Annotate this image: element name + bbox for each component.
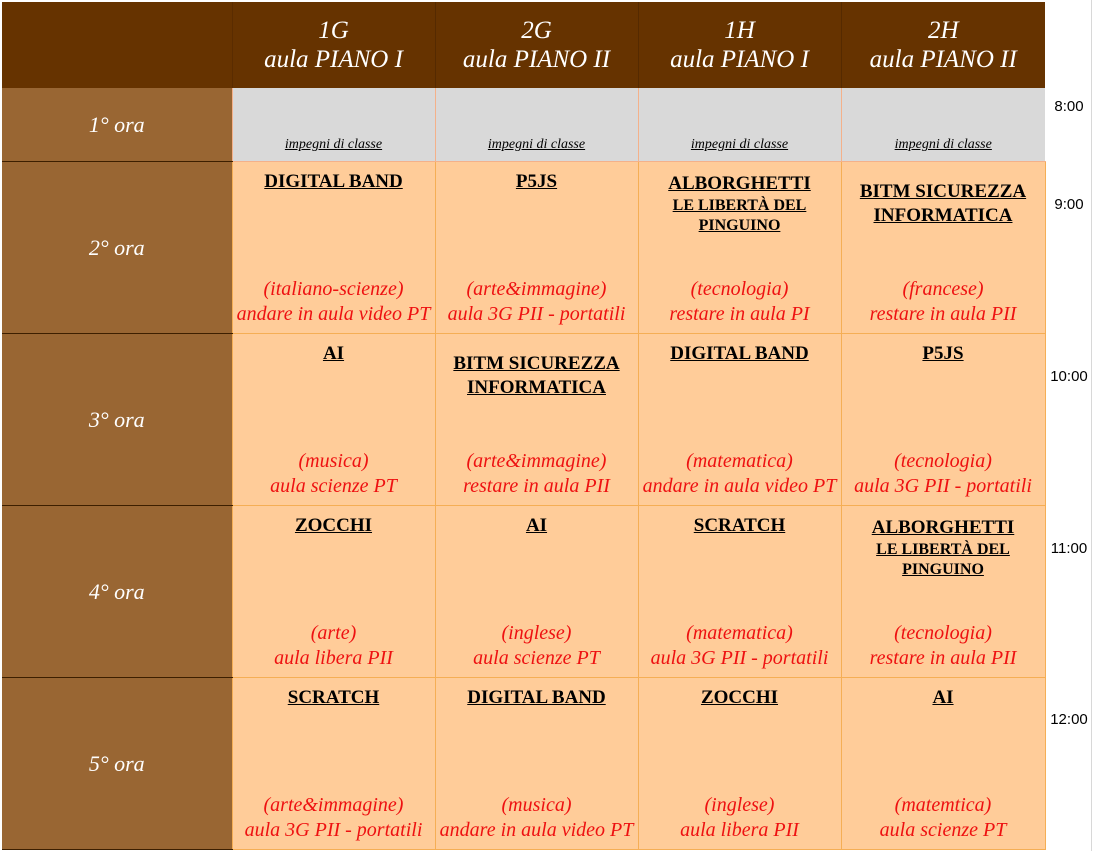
schedule-cell bbox=[841, 506, 1045, 678]
corner-cell bbox=[2, 2, 232, 88]
course-title: AI bbox=[322, 343, 345, 365]
schedule-cell bbox=[638, 678, 841, 850]
subject: (arte&immagine) bbox=[263, 794, 404, 816]
course-title: DIGITAL BAND bbox=[264, 171, 403, 193]
period-row-2 bbox=[2, 162, 1045, 334]
time-label-12: 12:00 bbox=[1050, 711, 1088, 728]
subject: (matematica) bbox=[686, 450, 793, 473]
time-label-10: 10:00 bbox=[1050, 368, 1088, 385]
course-title: BITM SICUREZZA INFORMATICA bbox=[859, 181, 1027, 227]
period-row-4 bbox=[2, 506, 1045, 678]
schedule-cell bbox=[841, 162, 1045, 334]
period-row-5 bbox=[2, 678, 1045, 850]
class-name: 2G bbox=[521, 17, 552, 45]
room-instruction: aula libera PII bbox=[274, 647, 393, 670]
schedule-cell bbox=[435, 506, 638, 678]
class-room: aula PIANO I bbox=[264, 46, 403, 74]
period-label: 2° ora bbox=[2, 162, 232, 334]
room-instruction: aula 3G PII - portatili bbox=[650, 647, 829, 670]
class-name: 2H bbox=[927, 17, 959, 45]
room-instruction: aula 3G PII - portatili bbox=[447, 303, 626, 326]
schedule-cell bbox=[841, 678, 1045, 850]
course-info bbox=[233, 621, 435, 671]
class-room: aula PIANO II bbox=[869, 46, 1017, 74]
schedule-cell bbox=[435, 88, 638, 161]
room-instruction: restare in aula PII bbox=[869, 647, 1017, 670]
room-instruction: andare in aula video PT bbox=[236, 303, 431, 326]
course-info bbox=[842, 449, 1045, 499]
column-header-1g bbox=[232, 2, 435, 88]
subject: (musica) bbox=[501, 794, 572, 816]
room-instruction: restare in aula PI bbox=[669, 303, 810, 326]
subject: (tecnologia) bbox=[690, 278, 789, 301]
time-label-11: 11:00 bbox=[1050, 540, 1088, 557]
period-label: 3° ora bbox=[2, 334, 232, 506]
room-instruction: restare in aula PII bbox=[463, 475, 610, 498]
timetable bbox=[2, 2, 1046, 850]
schedule-cell bbox=[435, 162, 638, 334]
schedule-cell bbox=[232, 334, 435, 506]
course-title: P5JS bbox=[515, 171, 558, 193]
room-instruction: aula libera PII bbox=[680, 819, 799, 841]
course-info bbox=[639, 277, 841, 327]
course-info bbox=[233, 277, 435, 327]
course-info bbox=[436, 449, 638, 499]
schedule-cell bbox=[638, 334, 841, 506]
class-name: 1G bbox=[318, 17, 349, 45]
class-commitments-note: impegni di classe bbox=[690, 137, 789, 153]
schedule-cell bbox=[232, 162, 435, 334]
subject: (inglese) bbox=[704, 794, 775, 816]
course-info bbox=[233, 793, 435, 843]
subject: (tecnologia) bbox=[894, 450, 992, 473]
header-row bbox=[2, 2, 1045, 88]
course-title: ALBORGHETTI LE LIBERTÀ DEL PINGUINO bbox=[842, 516, 1045, 580]
schedule-cell bbox=[638, 506, 841, 678]
room-instruction: andare in aula video PT bbox=[642, 475, 837, 498]
subject: (inglese) bbox=[501, 622, 572, 645]
course-info bbox=[639, 449, 841, 499]
period-label: 5° ora bbox=[2, 678, 232, 850]
column-header-1h bbox=[638, 2, 841, 88]
schedule-cell bbox=[841, 334, 1045, 506]
course-info bbox=[436, 277, 638, 327]
course-info bbox=[436, 793, 638, 843]
room-instruction: restare in aula PII bbox=[869, 303, 1017, 326]
room-instruction: aula scienze PT bbox=[270, 475, 397, 498]
course-title: ALBORGHETTI LE LIBERTÀ DEL PINGUINO bbox=[639, 172, 841, 236]
subject: (musica) bbox=[298, 450, 369, 473]
column-header-2g bbox=[435, 2, 638, 88]
class-commitments-note: impegni di classe bbox=[284, 137, 383, 153]
course-title: AI bbox=[525, 515, 548, 537]
schedule-cell bbox=[232, 88, 435, 161]
course-info bbox=[842, 621, 1045, 671]
course-info bbox=[436, 621, 638, 671]
period-label: 4° ora bbox=[2, 506, 232, 678]
period-row-1 bbox=[2, 88, 1045, 161]
course-subtitle: LE LIBERTÀ DEL PINGUINO bbox=[876, 541, 1010, 579]
course-title: BITM SICUREZZA INFORMATICA bbox=[453, 353, 620, 399]
subject: (matematica) bbox=[686, 622, 793, 645]
subject: (arte&immagine) bbox=[466, 450, 607, 473]
subject: (francese) bbox=[902, 278, 984, 301]
course-info bbox=[842, 277, 1045, 327]
class-room: aula PIANO I bbox=[670, 46, 809, 74]
course-title: SCRATCH bbox=[287, 687, 380, 709]
course-info bbox=[639, 793, 841, 843]
schedule-cell bbox=[232, 506, 435, 678]
schedule-cell bbox=[435, 678, 638, 850]
room-instruction: aula scienze PT bbox=[879, 819, 1007, 841]
period-label: 1° ora bbox=[2, 88, 232, 161]
class-name: 1H bbox=[724, 17, 755, 45]
class-commitments-note: impegni di classe bbox=[487, 137, 586, 153]
course-title: ZOCCHI bbox=[294, 515, 373, 537]
class-commitments-note: impegni di classe bbox=[894, 137, 992, 153]
course-title: DIGITAL BAND bbox=[670, 343, 809, 365]
schedule-cell bbox=[435, 334, 638, 506]
room-instruction: aula scienze PT bbox=[473, 647, 600, 670]
course-title: DIGITAL BAND bbox=[467, 687, 606, 709]
course-info bbox=[842, 793, 1045, 843]
period-row-3 bbox=[2, 334, 1045, 506]
schedule-cell bbox=[232, 678, 435, 850]
subject: (tecnologia) bbox=[894, 622, 992, 645]
schedule-cell bbox=[638, 162, 841, 334]
subject: (italiano-scienze) bbox=[263, 278, 404, 301]
page-divider bbox=[1091, 0, 1092, 851]
schedule-cell bbox=[841, 88, 1045, 161]
course-title: AI bbox=[932, 687, 954, 709]
subject: (matemtica) bbox=[894, 794, 992, 816]
time-label-8: 8:00 bbox=[1054, 98, 1084, 115]
course-subtitle: LE LIBERTÀ DEL PINGUINO bbox=[672, 197, 807, 235]
time-label-9: 9:00 bbox=[1054, 196, 1084, 213]
class-room: aula PIANO II bbox=[462, 46, 611, 74]
schedule-cell bbox=[638, 88, 841, 161]
room-instruction: aula 3G PII - portatili bbox=[854, 475, 1032, 498]
column-header-2h bbox=[841, 2, 1045, 88]
subject: (arte) bbox=[310, 622, 357, 645]
course-info bbox=[233, 449, 435, 499]
course-title: ZOCCHI bbox=[700, 687, 779, 709]
room-instruction: aula 3G PII - portatili bbox=[244, 819, 423, 841]
course-title: P5JS bbox=[922, 343, 964, 365]
subject: (arte&immagine) bbox=[466, 278, 607, 301]
course-info bbox=[639, 621, 841, 671]
room-instruction: andare in aula video PT bbox=[439, 819, 634, 841]
course-title: SCRATCH bbox=[693, 515, 786, 537]
